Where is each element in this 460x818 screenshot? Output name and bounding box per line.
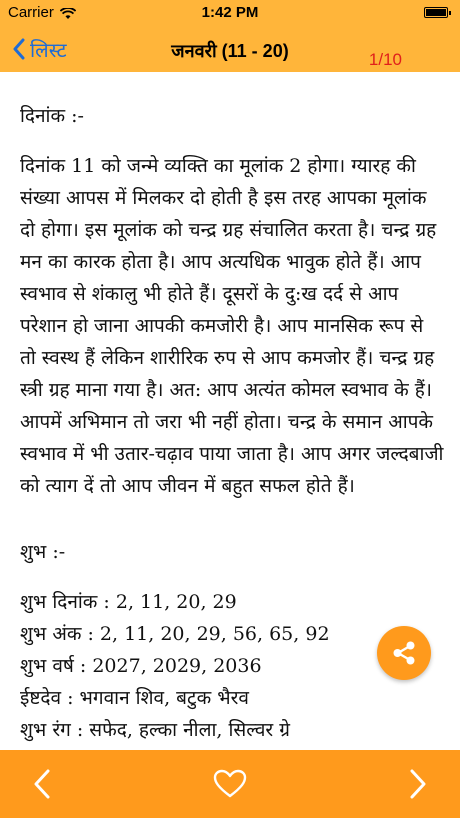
lucky-dates: शुभ दिनांक : 2, 11, 20, 29 xyxy=(20,591,237,613)
previous-button[interactable] xyxy=(22,764,62,804)
status-bar xyxy=(0,0,460,26)
status-time: 1:42 PM xyxy=(201,4,259,21)
date-heading: दिनांक :- xyxy=(20,105,84,127)
page-title: जनवरी (11 - 20) xyxy=(171,41,289,61)
carrier-label: Carrier xyxy=(8,4,54,21)
chevron-right-icon xyxy=(408,768,428,800)
favorite-button[interactable] xyxy=(210,764,250,804)
lucky-colors: शुभ रंग : सफेद, हल्का नीला, सिल्वर ग्रे xyxy=(20,719,290,741)
share-icon xyxy=(391,640,417,666)
page-counter: 1/10 xyxy=(368,50,402,69)
heart-icon xyxy=(213,769,247,799)
battery-icon xyxy=(424,7,448,18)
navigation-bar xyxy=(0,26,460,72)
auspicious-heading: शुभ :- xyxy=(20,541,66,563)
bottom-toolbar xyxy=(0,750,460,818)
lucky-years: शुभ वर्ष : 2027, 2029, 2036 xyxy=(20,655,262,677)
back-label: लिस्ट xyxy=(30,39,67,62)
chevron-left-icon xyxy=(32,768,52,800)
deity: ईष्टदेव : भगवान शिव, बटुक भैरव xyxy=(20,687,249,709)
next-button[interactable] xyxy=(398,764,438,804)
description-text: दिनांक 11 को जन्मे व्यक्ति का मूलांक 2 होगा। ग्यारह की संख्या आपस में मिलकर दो होती है इस तरह आपका मूलांक दो होगा। इस मूलांक को चन्द्र ग्रह संचालित करता है। चन्द्र ग्रह मन का कारक होता है। आप अत्यधिक भावुक होते हैं। आप स्वभाव से शंकालु भी होते हैं। दूसरों के दु:ख दर्द से आप परेशान हो जाना आपकी कमजोरी है। आप मानसिक रूप से तो स्वस्थ हैं लेकिन शारीरिक रुप से आप कमजोर हैं। चन्द्र ग्रह स्त्री ग्रह माना गया है। अत: आप अत्यंत कोमल स्वभाव के हैं। आपमें अभिमान तो जरा भी नहीं होता। चन्द्र के समान आपके स्वभाव में भी उतार-चढ़ाव पाया जाता है। आप अगर जल्दबाजी को त्याग दें तो आप जीवन में बहुत सफल होते हैं। xyxy=(20,155,444,497)
lucky-numbers: शुभ अंक : 2, 11, 20, 29, 56, 65, 92 xyxy=(20,623,330,645)
share-button[interactable] xyxy=(377,626,431,680)
